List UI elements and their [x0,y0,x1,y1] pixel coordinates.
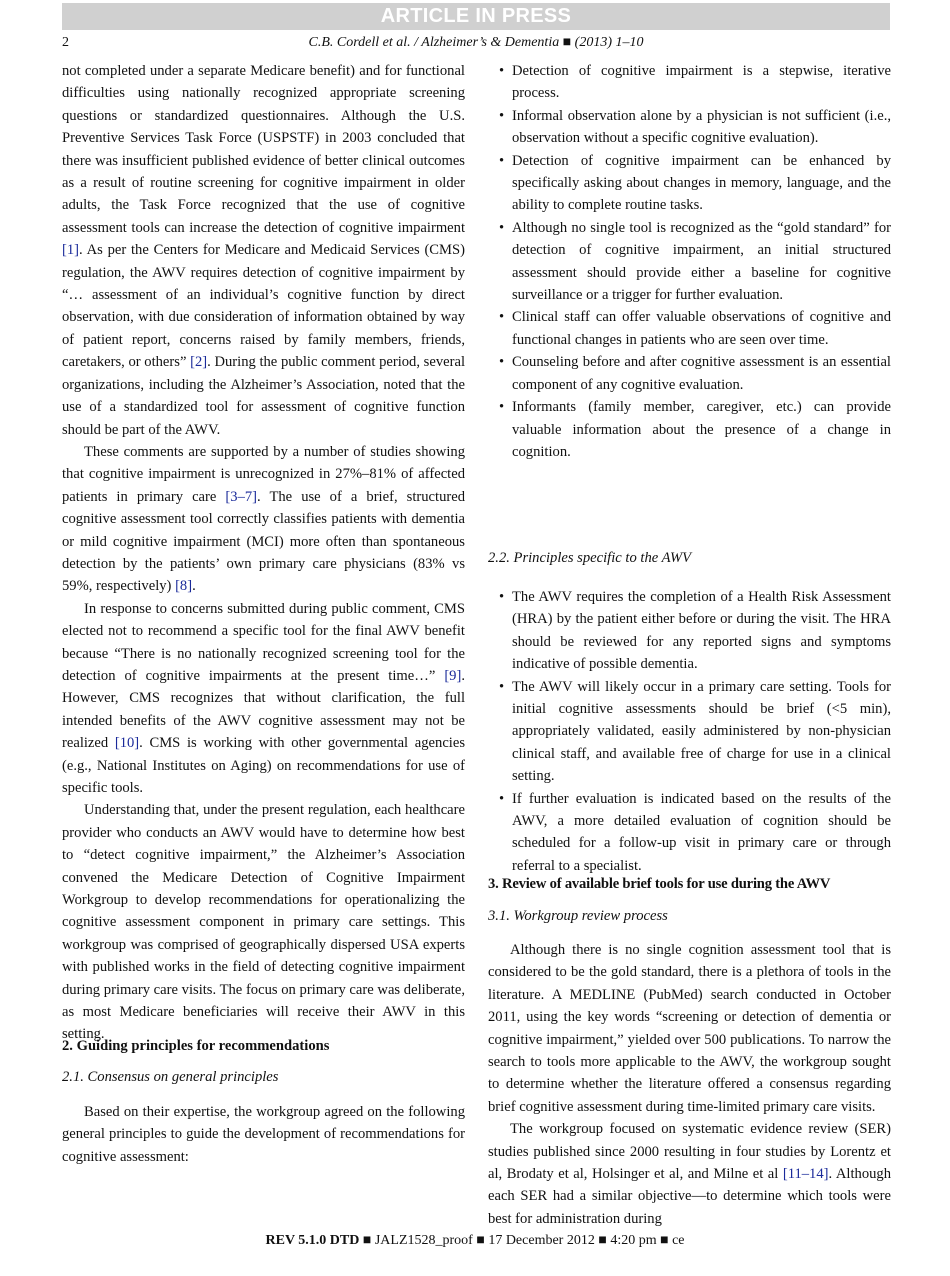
running-header: C.B. Cordell et al. / Alzheimer’s & Dementia ■ (2013) 1–10 [308,35,644,50]
bullet-icon: • [499,152,505,169]
paragraph-text: . During the public comment period, several organizations, including the Alzheimer’s Association, noted that the use of a standardized tool for assessment of cognitive function should be part of the AWV. [62,354,465,438]
bullet-icon: • [499,354,505,371]
citation-link[interactable]: [1] [62,242,80,259]
paragraph-text: . Although each SER had a similar objective—to determine which tools were best for administration during [488,1166,892,1227]
list-item [488,396,891,463]
list-item [488,217,891,307]
paragraph-text: . The use of a brief, structured cognitive assessment tool correctly classifies patients with dementia or mild cognitive impairment (MCI) more often than spontaneous detection by the patients’ own primary care physicians (83% vs 59%, respectively) [62,488,465,595]
bullet-icon: • [499,107,505,124]
proof-footer [0,1233,950,1249]
paragraph-text: In response to concerns submitted during public comment, CMS elected not to recommend a specific tool for the final AWV benefit because “There is no nationally recognized screening tool for the detection of cognitive impairments at the present time…” [62,600,465,684]
list-item-text: Counseling before and after cognitive assessment is an essential component of any cognitive evaluation. [512,354,891,393]
section-heading: 2. Guiding principles for recommendations [62,1038,330,1054]
article-in-press-banner: ARTICLE IN PRESS [62,3,890,30]
footer-proof: JALZ1528_proof [374,1233,473,1248]
page-number: 2 [62,35,69,50]
list-item [488,60,891,105]
citation-link[interactable]: [2] [190,354,208,371]
paragraph [62,799,465,1045]
paragraph-text: . CMS is working with other governmental agencies (e.g., National Institutes on Aging) on recommendations for use of specific tools. [62,735,466,796]
footer-separator: ■ [660,1233,669,1248]
footer-separator: ■ [476,1233,485,1248]
list-item-text: Clinical staff can offer valuable observations of cognitive and functional changes in patients who are seen over time. [512,309,891,348]
paragraph-text: Understanding that, under the present regulation, each healthcare provider who conducts an AWV would have to determine how best to “detect cognitive impairment,” the Alzheimer’s Association convened the Medicare Detection of Cognitive Impairment Workgroup to develop recommendations for operationalizing the cognitive assessment component in primary care settings. This workgroup was comprised of geographically dispersed USA experts with published works in the field of detecting cognitive impairment during primary care visits. The focus on primary care was deliberate, as most Medicare beneficiaries will receive their AWV in this setting. [62,802,465,1043]
paragraph-text: Although there is no single cognition assessment tool that is considered to be the gold standard, there is a plethora of tools in the literature. A MEDLINE (PubMed) search conducted in October 2011, using the key words “screening or detection of dementia or cognitive impairment,” yielded over 500 publications. To narrow the search to tools more applicable to the AWV, the workgroup sought to determine whether the literature offered a consensus regarding brief cognitive assessment during time-limited primary care visits. [488,942,891,1115]
paragraph [488,1118,891,1230]
bullet-icon: • [499,399,505,416]
paragraph-text: These comments are supported by a number of studies showing that cognitive impairment is unrecognized in 27%–81% of affected patients in primary care [62,443,465,505]
citation-link[interactable]: [10] [114,735,140,752]
bullet-icon: • [499,63,505,79]
paragraph [62,598,465,800]
list-item-text: If further evaluation is indicated based on the results of the AWV, a more detailed evaluation of cognition should be scheduled for a follow-up visit in primary care or through referral to a specialist. [512,790,891,874]
paragraph [62,441,465,598]
list-item-text: The AWV requires the completion of a Health Risk Assessment (HRA) by the patient either before or during the visit. The HRA should be reviewed for any reported signs and symptoms indicative of possible dementia. [512,589,891,673]
paragraph-text: . However, CMS recognizes that without clarification, the full intended benefits of the AWV cognitive assessment may not be realized [62,667,465,752]
footer-date: 17 December 2012 [488,1233,595,1248]
awv-principles-list [488,586,891,877]
bullet-icon: • [499,589,505,605]
general-principles-list [488,60,891,463]
paragraph [488,939,891,1118]
left-column-body [62,60,465,1046]
footer-separator: ■ [598,1233,607,1248]
citation-link[interactable]: [9] [444,667,462,684]
paragraph-text: . [192,578,196,595]
list-item [488,306,891,351]
citation-link[interactable]: [3–7] [225,488,258,505]
list-item [488,788,891,878]
list-item-text: Informants (family member, caregiver, etc.) can provide valuable information about the presence of a change in cognition. [512,399,891,460]
paragraph-text: not completed under a separate Medicare benefit) and for functional difficulties using nationally recognized appropriate screening questions or standardized questionnaires. Although the U.S. Preventive Services Task Force (USPSTF) in 2003 concluded that there was insufficient published evidence of better clinical outcomes as a result of routine screening for cognitive impairment in older adults, the Task Force recognized that the use of cognitive assessment tools can increase the detection of cognitive impairment [62,63,465,236]
subsection-heading: 2.1. Consensus on general principles [62,1069,279,1085]
subsection-heading: 3.1. Workgroup review process [488,908,668,924]
bullet-icon: • [499,678,505,695]
bullet-icon: • [499,219,505,236]
list-item-text: Detection of cognitive impairment is a stepwise, iterative process. [512,63,891,102]
bullet-icon: • [499,309,505,326]
list-item-text: Although no single tool is recognized as the “gold standard” for detection of cognitive impairment, an initial structured assessment should provide either a baseline for cognitive surveillance or a trigger for further evaluation. [512,219,891,304]
paragraph-text: Based on their expertise, the workgroup agreed on the following general principles to guide the development of recommendations for cognitive assessment: [62,1104,465,1165]
paragraph [62,1101,465,1168]
list-item [488,351,891,396]
list-item-text: The AWV will likely occur in a primary care setting. Tools for initial cognitive assessments should be brief (<5 min), appropriately validated, easily administered by non-physician clinical staff, and available free of charge for use in a clinical setting. [512,678,891,785]
list-item [488,586,891,676]
section-heading: 3. Review of available brief tools for use during the AWV [488,876,831,892]
footer-initials: ce [672,1233,685,1248]
paragraph [62,60,465,441]
citation-link[interactable]: [8] [175,578,193,595]
list-item-text: Detection of cognitive impairment can be enhanced by specifically asking about changes in memory, language, and the ability to complete routine tasks. [512,152,891,214]
paragraph-text: . As per the Centers for Medicare and Medicaid Services (CMS) regulation, the AWV requires detection of cognitive impairment by “… assessment of an individual’s cognitive function by direct observation, with due consideration of information obtained by way of patient report, concerns raised by family members, friends, caretakers, or others” [62,242,465,371]
list-item [488,150,891,217]
paragraph-text: The workgroup focused on systematic evidence review (SER) studies published since 2000 resulting in four studies by Lorentz et al, Brodaty et al, Holsinger et al, and Milne et al [488,1121,891,1183]
bullet-icon: • [499,790,505,807]
footer-rev: REV 5.1.0 DTD [265,1233,360,1248]
list-item-text: Informal observation alone by a physician is not sufficient (i.e., observation without a specific cognitive evaluation). [512,107,891,147]
citation-link[interactable]: [11–14] [782,1166,829,1183]
list-item [488,105,891,150]
footer-separator: ■ [362,1233,372,1248]
subsection-heading: 2.2. Principles specific to the AWV [488,550,692,566]
list-item [488,676,891,788]
footer-time: 4:20 pm [610,1233,657,1248]
